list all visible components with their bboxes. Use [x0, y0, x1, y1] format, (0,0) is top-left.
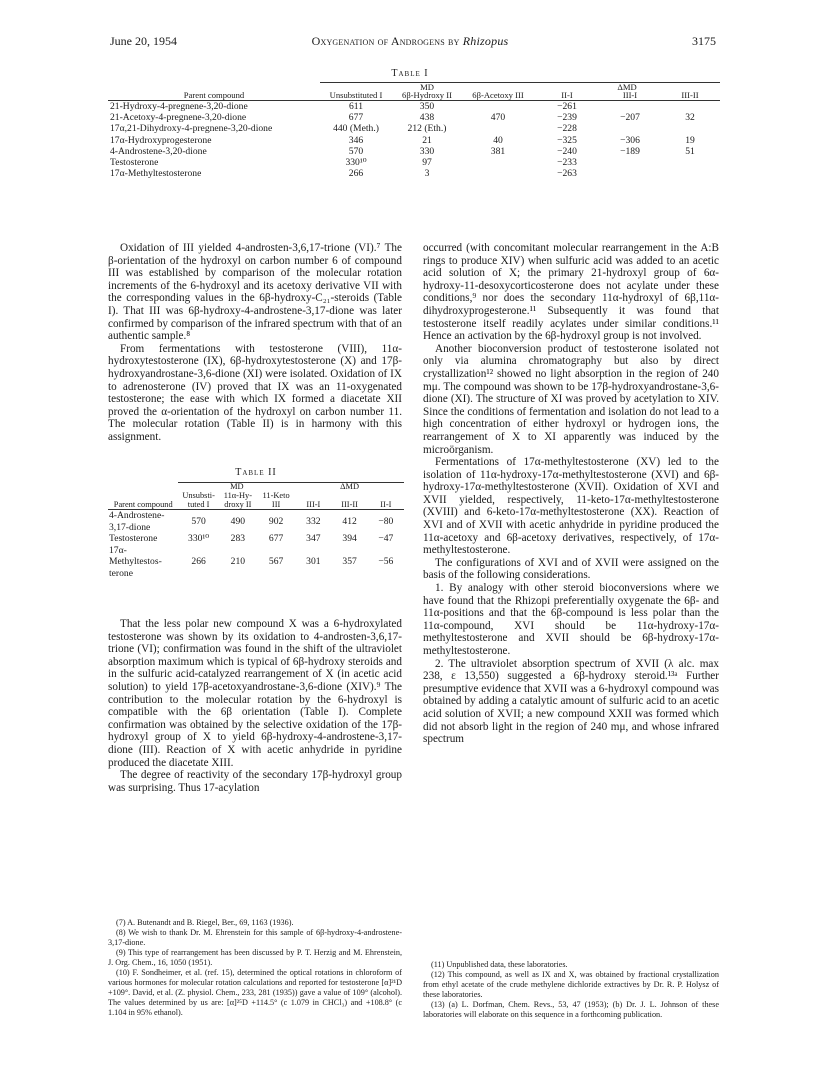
table2-header: Unsubsti-tuted I	[178, 491, 218, 510]
table1-value-cell: −239	[557, 112, 577, 124]
table1-compound-cell: 21-Hydroxy-4-pregnene-3,20-dione	[110, 101, 248, 112]
table1-value-cell: 440 (Meth.)	[333, 123, 379, 135]
table1-compound-cell: 17α-Hydroxyprogesterone	[110, 134, 212, 146]
table1-value-cell: −207	[620, 112, 640, 124]
footnote: (11) Unpublished data, these laboratories.	[431, 960, 568, 969]
body-paragraph: The configurations of XVI and of XVII were assigned on the basis of the following considerations.	[423, 556, 719, 582]
table2-header: III-I	[295, 491, 331, 510]
body-paragraph: The degree of reactivity of the secondary 17β-hydroxyl group was surprising. Thus 17-acylation	[108, 769, 402, 794]
footnote: (13) (a) L. Dorfman, Chem. Revs., 53, 47 (1953); (b) Dr. J. L. Johnson of these laboratories will elaborate on this sequence in a forthcoming publication.	[423, 1000, 719, 1019]
table1-value-cell: 32	[685, 112, 695, 124]
header-date: June 20, 1954	[110, 34, 177, 48]
table2-md-label: MD	[178, 483, 295, 492]
table1-value-cell: 470	[490, 112, 506, 124]
table1-value-cell: 212 (Eth.)	[407, 123, 447, 135]
table1-value-cell: −189	[620, 145, 640, 157]
left-column-lower	[108, 618, 402, 794]
table2-compound-cell: Testosterone	[109, 533, 158, 545]
table2-row	[108, 545, 404, 580]
left-footnotes	[108, 918, 402, 1018]
table2-header: 11α-Hy-droxy II	[219, 491, 257, 510]
table1-row	[108, 157, 720, 168]
table2-compound-cell: 4-Androstene-3,17-dione	[109, 510, 165, 533]
table2-header: III-II	[331, 491, 367, 510]
table1-value-cell: −228	[557, 123, 577, 135]
table2-value-cell: 570	[191, 515, 206, 527]
table1-value-cell: −306	[620, 134, 640, 146]
table1-value-cell: 330¹⁰	[345, 157, 367, 169]
table1-value-cell	[600, 168, 660, 179]
table1-header: 6β-Acetoxy III	[462, 91, 534, 101]
table1-value-cell: 611	[348, 101, 364, 112]
table1-value-cell	[660, 123, 720, 134]
table1-value-cell: 570	[348, 145, 364, 157]
table1-row	[108, 101, 720, 113]
body-paragraph: 1. By analogy with other steroid bioconversions where we have found that the Rhizopi preferentially oxygenate the 6β- and 11α-positions and that the 6β-compound is less polar than the 11α-compound, XVI should be 11α-hydroxy-17α-methyltestosterone and XVII should be 6β-hydroxy-17α-methyltestosterone.	[423, 582, 719, 657]
table1-value-cell: 19	[685, 134, 695, 146]
footnote: (9) This type of rearrangement has been discussed by P. T. Herzig and M. Ehrenstein, J. Org. Chem., 16, 1050 (1951).	[108, 948, 402, 967]
table1-value-cell: −261	[557, 101, 577, 112]
table1-value-cell	[600, 123, 660, 134]
table2-compound-cell: 17α-Methyltestos-terone	[109, 544, 162, 579]
table1-compound-cell: 17α,21-Dihydroxy-4-pregnene-3,20-dione	[110, 123, 273, 135]
table1-header: II-I	[534, 91, 600, 101]
page-number: 3175	[692, 34, 716, 48]
table1-value-cell: 346	[348, 134, 364, 146]
table1-row	[108, 146, 720, 157]
table1-value-cell: 438	[419, 112, 435, 124]
table2-value-cell: −56	[378, 556, 394, 568]
table1-value-cell: 3	[424, 168, 430, 180]
table1-compound-cell: 17α-Methyltestosterone	[110, 168, 202, 180]
table2-header: II-I	[368, 491, 404, 510]
table1-value-cell: 350	[419, 101, 435, 112]
body-paragraph: 2. The ultraviolet absorption spectrum of XVII (λ alc. max 238, ε 13,550) suggested a 6β-hydroxy steroid.¹³ᵃ Further presumptive evidence that XVII was a 6-hydroxyl compound was obtained by adding a catalytic amount of sulfuric acid to an acetic acid solution of XVII; a new compound XXII was formed which did not absorb light in the region of 240 mμ, and whose infrared spectrum	[423, 657, 719, 746]
table1-compound-cell: 4-Androstene-3,20-dione	[110, 145, 207, 157]
table1-dmd-label: ΔMD	[534, 83, 720, 92]
table1-value-cell: 51	[685, 145, 695, 157]
table2-value-cell: 394	[342, 533, 357, 545]
footnote: (10) F. Sondheimer, et al. (ref. 15), determined the optical rotations in chloroform of various hormones for molecular rotation calculations and reported for testosterone [α]²¹D +109°. David, et al. (Z. physiol. Chem., 233, 281 (1935)) gave a value of 109° (alcohol). The values determined by us are: [α]²⁵D +114.5° (c 1.079 in CHCl₃) and +108.8° (c 1.104 in 95% ethanol).	[108, 968, 402, 1017]
table1-value-cell: 40	[493, 134, 503, 146]
body-paragraph: Another bioconversion product of testosterone isolated not only via alumina chromatography but also by direct crystallization¹² showed no light absorption in the region of 240 mμ. The compound was shown to be 17β-hydroxyandrostane-3,6-dione (XI). The structure of XI was proved by acetylation to XIV. Since the conditions of fermentation and isolation do not lead to a high concentration of either hydroxyl or hydrogen ions, the rearrangement of X to XI apparently was induced by the microörganism.	[423, 342, 719, 456]
table2-row	[108, 510, 404, 534]
table1-header: Unsubstituted I	[320, 91, 392, 101]
table2-value-cell: 283	[230, 533, 246, 545]
table2-value-cell: 490	[230, 515, 246, 527]
body-paragraph: occurred (with concomitant molecular rearrangement in the A:B rings to produce XIV) when sulfuric acid was added to an acetic acid solution of X; the primary 21-hydroxyl group of 6α-hydroxy-11-desoxycorticosterone does not acylate under these conditions,⁹ nor does the secondary 11α-hydroxyl of 6β,11α-dihydroxyprogesterone.¹¹ Subsequently it was found that testosterone itself readily acylates under similar conditions.¹¹ Hence an activation by the 6β-hydroxyl group is not involved.	[423, 242, 719, 343]
table2-value-cell: 567	[268, 556, 284, 568]
table1-value-cell: 21	[422, 134, 432, 146]
table2-value-cell: 677	[268, 533, 284, 545]
table2-value-cell: 357	[342, 556, 357, 568]
table1-value-cell: −325	[557, 134, 577, 146]
table1-value-cell: 266	[348, 168, 364, 180]
table2-value-cell: 301	[306, 556, 321, 568]
table1-value-cell	[462, 123, 534, 134]
table1-value-cell	[600, 101, 660, 113]
table1-header-compound: Parent compound	[108, 91, 320, 101]
left-paragraphs-top	[108, 242, 402, 444]
table2-caption: Table II	[235, 467, 277, 478]
table1-header: III-I	[600, 91, 660, 101]
body-paragraph: From fermentations with testosterone (VIII), 11α-hydroxytestosterone (IX), 6β-hydroxytestosterone (X) and 17β-hydroxyandrostane-3,6-dione (XI) were isolated. Oxidation of IX to adrenosterone (IV) proved that IX was an 11-oxygenated testosterone; the ease with which IX formed a diacetate XII proved the α-orientation of the hydroxyl on carbon number 11. The molecular rotation (Table II) is in harmony with this assignment.	[108, 342, 402, 443]
table1-value-cell: 330	[419, 145, 435, 157]
table2-value-cell: 266	[191, 556, 206, 568]
right-footnotes	[423, 960, 719, 1020]
footnote: (7) A. Butenandt and B. Riegel, Ber., 69, 1163 (1936).	[116, 918, 294, 927]
table1-value-cell: −233	[557, 157, 577, 169]
table2-value-cell: 330¹⁰	[188, 533, 210, 545]
table1-header: 6β-Hydroxy II	[392, 91, 462, 101]
table2-value-cell: 332	[306, 515, 321, 527]
table2-value-cell: 412	[342, 515, 357, 527]
table1-value-cell	[462, 157, 534, 168]
table2-value-cell: 902	[268, 515, 284, 527]
body-paragraph: Oxidation of III yielded 4-androsten-3,6,17-trione (VI).⁷ The β-orientation of the hydroxyl on carbon number 6 of compound III was established by comparison of the molecular rotation increments of the 6-hydroxyl and its acetoxy derivative VII with the corresponding values in the 6β-hydroxy-C₂₁-steroids (Table I). That III was 6β-hydroxy-4-androstene-3,17-dione was later confirmed by comparison of the infrared spectrum with that of an authentic sample.⁸	[108, 242, 402, 343]
table1-row	[108, 168, 720, 179]
table1-value-cell	[462, 168, 534, 179]
table1-header: III-II	[660, 91, 720, 101]
table1-value-cell: 381	[490, 145, 506, 157]
table2-header-compound: Parent compound	[108, 491, 178, 510]
table1-value-cell	[660, 168, 720, 179]
table1-value-cell	[660, 101, 720, 113]
table1-compound-cell: Testosterone	[110, 157, 159, 169]
table2-row	[108, 533, 404, 545]
table1-value-cell	[462, 101, 534, 113]
table1-md-label: MD	[320, 83, 534, 92]
table2-value-cell: 347	[306, 533, 321, 545]
table1-value-cell	[660, 157, 720, 168]
table2-block	[108, 467, 404, 580]
table1-value-cell: 97	[422, 157, 432, 169]
table2-value-cell: 210	[230, 556, 246, 568]
body-paragraph: Fermentations of 17α-methyltestosterone (XV) led to the isolation of 11α-hydroxy-17α-methyltestosterone (XVI) and 6β-hydroxy-17α-methyltestosterone (XVII). Oxidation of XVI and XVII yielded, respectively, 11-keto-17α-methyltestosterone (XVIII) and 6-keto-17α-methyltestosterone (XX). Reaction of XVI and of XVII with acetic anhydride in pyridine produced the 11α-acetoxy and 6β-acetoxy derivatives, respectively, of 17α-methyltestosterone.	[423, 456, 719, 557]
table2-value-cell: −80	[378, 515, 394, 527]
footnote: (8) We wish to thank Dr. M. Ehrenstein for this sample of 6β-hydroxy-4-androstene-3,17-dione.	[108, 928, 402, 947]
footnote: (12) This compound, as well as IX and X, was obtained by fractional crystallization from ethyl acetate of the crude methylene dichloride extractives by Dr. R. P. Holysz of these laboratories.	[423, 970, 719, 999]
body-paragraph: That the less polar new compound X was a 6-hydroxylated testosterone was shown by its oxidation to 4-androsten-3,6,17-trione (VI); confirmation was found in the shift of the ultraviolet absorption maximum which is typical of 6β-hydroxy steroids and in the sulfuric acid-catalyzed rearrangement of X (in acetic acid solution) to yield 17β-acetoxyandrostane-3,6-dione (XIV).⁹ The contribution to the molecular rotation by the 6-hydroxyl is compatible with the 6β orientation (Table I). Complete confirmation was obtained by the selective oxidation of the 17β-hydroxyl group of X to yield 6β-hydroxy-4-androstene-3,17-dione (III). Reaction of X with acetic anhydride in pyridine produced the diacetate XIII.	[108, 618, 402, 769]
table1-row	[108, 123, 720, 134]
table1-value-cell	[600, 157, 660, 168]
header-title: Oxygenation of Androgens by Rhizopus	[311, 34, 509, 48]
table1-value-cell: −240	[557, 145, 577, 157]
table1-caption: Table I	[391, 68, 429, 79]
table1-row	[108, 112, 720, 123]
right-column	[423, 242, 719, 746]
running-header	[0, 34, 820, 50]
table2-dmd-label: ΔMD	[295, 483, 404, 492]
table2	[108, 482, 404, 580]
left-column	[108, 242, 402, 444]
table1-value-cell: −263	[557, 168, 577, 180]
table1	[108, 82, 720, 179]
table2-header: 11-Keto III	[257, 491, 295, 510]
table1-value-cell: 677	[348, 112, 364, 124]
table1-compound-cell: 21-Acetoxy-4-pregnene-3,20-dione	[110, 112, 247, 124]
table1-row	[108, 135, 720, 146]
table2-value-cell: −47	[378, 533, 394, 545]
